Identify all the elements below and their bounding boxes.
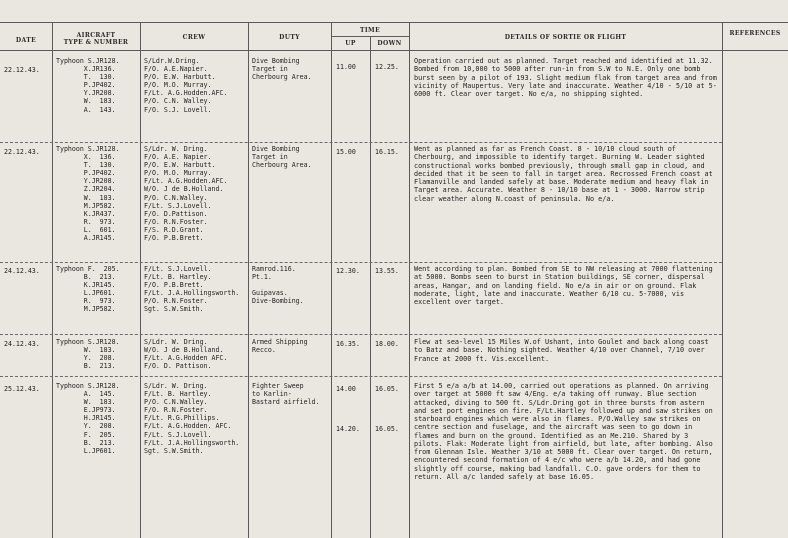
- entry-time-down: 18.00.: [375, 340, 399, 348]
- entry-time-up: 15.00: [336, 148, 356, 156]
- entry-details: Went as planned as far as French Coast. 8 - 10/10 cloud south of Cherbourg, and impossible to identify target. Burning W. Leader sighted constructional works bombed previously, through small gap in cloud, and decided that it be seen to fall in target area. Recrossed French coast at Flamanville and landed safely at base. Moderate medium and heavy flak in Target area. Accurate. Weather 8 - 10/10 base at 1 - 3000. Narrow strip clear weather along N.coast of peninsula. No e/a.: [414, 145, 713, 203]
- entry-date: 22.12.43.: [4, 148, 40, 156]
- entry-crew: F/Lt. S.J.Lovell. F/Lt. B. Hartley. F/O. P.B.Brett. F/Lt. J.A.Hollingsworth. P/O. R.N.Foster. Sgt. S.W.Smith.: [144, 265, 240, 314]
- entry-date: 24.12.43.: [4, 340, 40, 348]
- entry-time-up: 12.30.: [336, 267, 360, 275]
- entry-separator: [0, 334, 722, 335]
- header-time-down: DOWN: [377, 40, 402, 47]
- entry-crew: S/Ldr. W. Dring. F/Lt. B. Hartley. P/O. C.N.Walley. F/O. R.N.Foster. F/Lt. R.G.Phillips. F/Lt. A.G.Hodden. AFC. F/Lt. S.J.Lovell. F/Lt. J.A.Hollingsworth. Sgt. S.W.Smith.: [144, 382, 240, 455]
- column-rule-crew: [248, 22, 249, 538]
- entry-details: Went according to plan. Bombed from SE to NW releasing at 7000 flattening at 5000. Bombs seen to burst in Station buildings, SE corner, dispersal areas, Hangar, and on landing field. No e/a in air or on ground. Flak moderate, light, late and inaccurate. Weather 6/10 cu. 5-7000, vis excellent over target.: [414, 265, 713, 306]
- entry-crew: S/Ldr. W. Dring. F/O. A.E. Napier. P/O. E.W. Harbutt. P/O. M.O. Murray. F/Lt. A.G.Hodden.AFC. W/O. J de B.Holland. P/O. C.N.Walley. F/Lt. S.J.Lovell. F/O. D.Pattison. F/O. R.N.Foster. F/S. R.D.Grant. F/O. P.B.Brett.: [144, 145, 228, 243]
- entry-duty: Dive Bombing Target in Cherbourg Area.: [252, 145, 312, 170]
- column-rule-date: [52, 22, 53, 538]
- header-time: TIME: [359, 27, 381, 34]
- header-aircraft: [52, 32, 140, 46]
- entry-time-down: 16.15.: [375, 148, 399, 156]
- header-references: REFERENCES: [729, 30, 781, 37]
- entry-aircraft: Typhoon F. 205. B. 213. K.JR145. L.JP601. R. 973. M.JP582.: [56, 265, 120, 314]
- header-aircraft-line2: TYPE & NUMBER: [63, 39, 129, 46]
- header-time-up: UP: [345, 40, 356, 47]
- entry-aircraft: Typhoon S.JR128. X. 136. T. 130. P.JP402. Y.JR208. Z.JR204. W. 183. M.JP582. K.JR437. R. 973. L. 601. A.JR145.: [56, 145, 120, 243]
- entry-time-up: 11.00: [336, 63, 356, 71]
- entry-separator: [0, 262, 722, 263]
- entry-aircraft: Typhoon S.JR128. A. 145. W. 183. E.JP973. H.JR145. Y. 208. F. 205. B. 213. L.JP601.: [56, 382, 120, 455]
- header-top-rule: [0, 22, 788, 23]
- entry-time-up: 14.00 14.20.: [336, 385, 360, 434]
- entry-details: Flew at sea-level 15 Miles W.of Ushant, into Goulet and back along coast to Batz and base. Nothing sighted. Weather 4/10 over Channel, 7/10 over France at 2000 ft. Vis.excellent.: [414, 338, 709, 363]
- entry-duty: Ramrod.116. Pt.1. Guipavas. Dive-Bombing.: [252, 265, 304, 306]
- column-rule-duty: [331, 22, 332, 538]
- header-date: DATE: [15, 37, 37, 44]
- entry-duty: Dive Bombing Target in Cherbourg Area.: [252, 57, 312, 82]
- column-rule-down: [409, 22, 410, 538]
- entry-duty: Fighter Sweep to Karlin- Bastard airfield.: [252, 382, 320, 407]
- entry-time-down: 16.05. 16.05.: [375, 385, 399, 434]
- header-details: DETAILS OF SORTIE OR FLIGHT: [504, 34, 627, 41]
- entry-date: 25.12.43.: [4, 385, 40, 393]
- column-rule-aircraft: [140, 22, 141, 538]
- entry-duty: Armed Shipping Recco.: [252, 338, 308, 355]
- header-bottom-rule: [0, 50, 788, 51]
- entry-details: Operation carried out as planned. Target reached and identified at 11.32. Bombed from 10,000 to 5000 after run-in from S.W to N.E. Only one bomb burst seen by a pilot of 193. Slight medium flak from target area and from vicinity of Maupertus. Very late and inaccurate. Weather 4/10 - 5/10 at 5-6000 ft. Clear over target. No e/a, no shipping sighted.: [414, 57, 717, 98]
- entry-date: 24.12.43.: [4, 267, 40, 275]
- entry-time-down: 13.55.: [375, 267, 399, 275]
- column-rule-up: [370, 36, 371, 538]
- header-duty: DUTY: [279, 34, 300, 41]
- entry-details: First 5 e/a a/b at 14.00, carried out operations as planned. On arriving over target at 5000 ft saw 4/Eng. e/a taking off runway. Blue section attacked, diving to 500 ft. S/Ldr.Dring got in three bursts from astern and set port engines on fire. F/Lt.Hartley followed up and saw strikes on starboard engines which were also in flames. P/O.Walley saw strikes on centre section and fuselage, and the aircraft was seen to go down in flames and burn on the ground. Identified as an Me.210. Shared by 3 pilots. Flak: Moderate light from airfield, but late, after bombing. Also from Glennan Isle. Weather 3/10 at 5000 ft. Clear over target. On return, encountered second formation of 4 e/c who were a/b 14.20, and had gone slightly off course, making bad landfall. C.O. gave orders for them to return. All a/c landed safely at base 16.05.: [414, 382, 713, 481]
- entry-crew: S/Ldr. W. Dring. W/O. J de B.Holland. F/Lt. A.G.Hodden AFC. F/O. D. Pattison.: [144, 338, 228, 371]
- entry-aircraft: Typhoon S.JR128. X.JR136. T. 130. P.JP402. Y.JR208. W. 183. A. 143.: [56, 57, 120, 114]
- entry-time-up: 16.35.: [336, 340, 360, 348]
- entry-separator: [0, 142, 722, 143]
- column-rule-details: [722, 22, 723, 538]
- entry-aircraft: Typhoon S.JR128. W. 183. Y. 208. B. 213.: [56, 338, 120, 371]
- entry-crew: S/Ldr.W.Dring. F/O. A.E.Napier. P/O. E.W. Harbutt. P/O. M.O. Murray. F/Lt. A.G.Hodden.AFC. P/O. C.N. Walley. F/O. S.J. Lovell.: [144, 57, 228, 114]
- entry-date: 22.12.43.: [4, 66, 40, 74]
- header-aircraft-line1: AIRCRAFT: [76, 32, 116, 39]
- header-crew: CREW: [182, 34, 206, 41]
- entry-separator: [0, 376, 722, 377]
- entry-time-down: 12.25.: [375, 63, 399, 71]
